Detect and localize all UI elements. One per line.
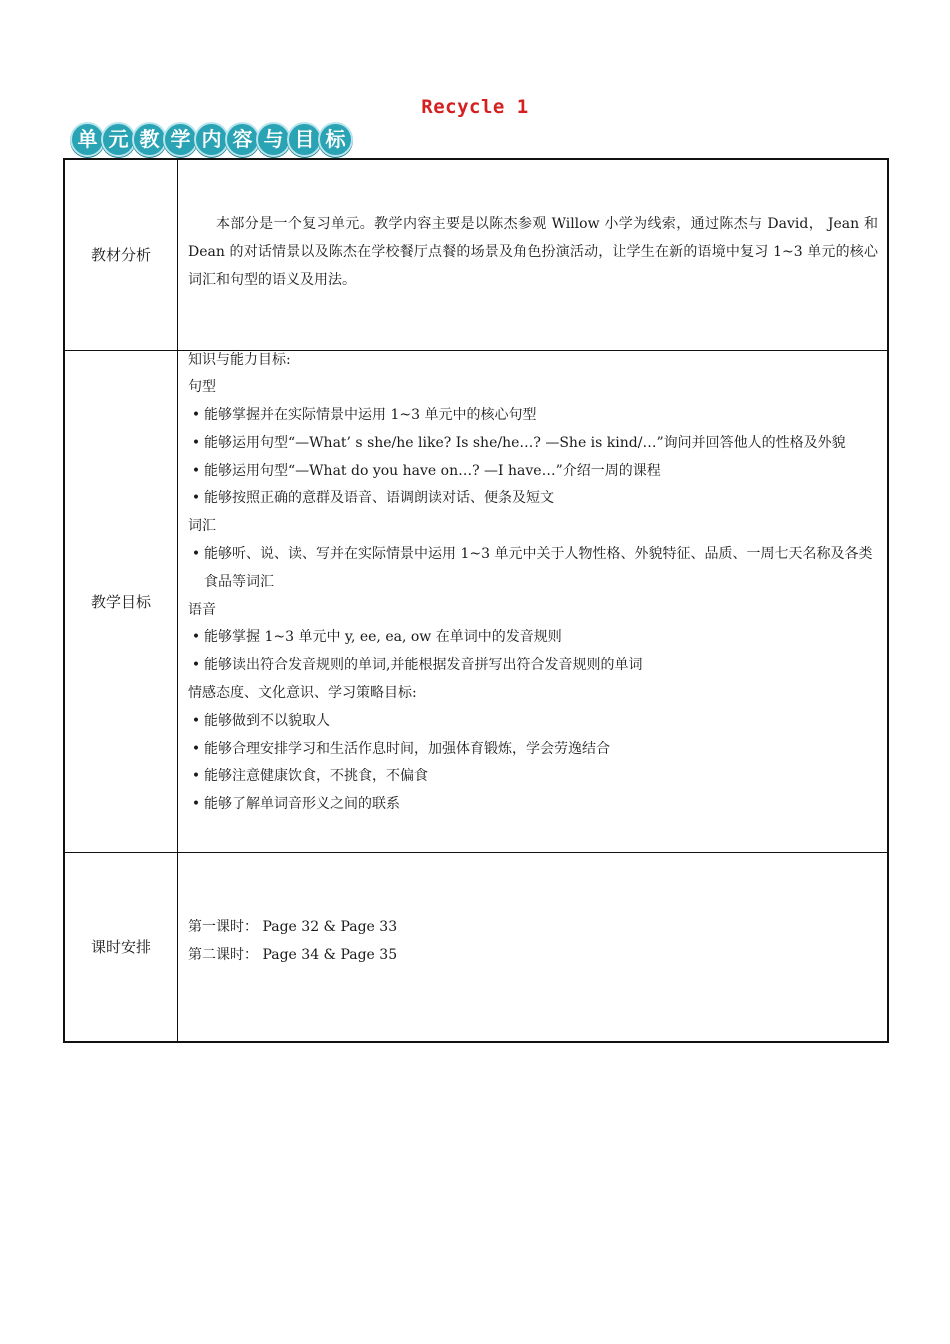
bullet-icon: • [191, 629, 201, 646]
goal-item [188, 652, 878, 680]
bullet-icon: • [191, 657, 201, 674]
analysis-text: 本部分是一个复习单元。教学内容主要是以陈杰参观 Willow 小学为线索，通过陈杰与 David， Jean 和 Dean 的对话情景以及陈杰在学校餐厅点餐的场景及角色扮演活动，让学生在新的语境中复习 1~3 单元的核心词汇和句型的语义及用法。 [188, 216, 878, 288]
goal-item-text: 能够了解单词音形义之间的联系 [204, 796, 400, 813]
bullet-icon: • [191, 546, 201, 563]
banner-char: 单 [70, 122, 105, 157]
bullet-icon: • [191, 434, 201, 451]
goal-heading: 句型 [188, 379, 216, 396]
bullet-icon: • [191, 490, 201, 507]
goal-item-text: 能够听、说、读、写并在实际情景中运用 1~3 单元中关于人物性格、外貌特征、品质、一周七天名称及各类食品等词汇 [204, 546, 873, 590]
goal-item-text: 能够运用句型“—What do you have on…? —I have…”介绍一周的课程 [204, 462, 661, 479]
goal-item-text: 能够注意健康饮食，不挑食，不偏食 [204, 768, 428, 785]
goal-heading: 语音 [188, 601, 216, 618]
banner-char: 与 [256, 122, 291, 157]
banner-char: 内 [194, 122, 229, 157]
goal-item [188, 430, 878, 458]
goal-heading: 词汇 [188, 518, 216, 535]
goal-item-text: 能够做到不以貌取人 [204, 712, 330, 729]
banner-char: 容 [225, 122, 260, 157]
row-content-schedule [178, 852, 889, 1042]
goal-item [188, 541, 878, 597]
bullet-icon: • [191, 768, 201, 785]
bullet-icon: • [191, 712, 201, 729]
row-content-analysis [178, 159, 889, 350]
row-label-goals: 教学目标 [64, 350, 178, 852]
bullet-icon: • [191, 740, 201, 757]
goal-item-text: 能够合理安排学习和生活作息时间，加强体育锻炼，学会劳逸结合 [204, 740, 610, 757]
goal-item-text: 能够按照正确的意群及语音、语调朗读对话、便条及短文 [204, 490, 554, 507]
bullet-icon: • [191, 796, 201, 813]
row-content-goals [178, 350, 889, 852]
schedule-list [188, 913, 878, 969]
goal-heading: 情感态度、文化意识、学习策略目标: [188, 685, 417, 702]
table-row-schedule [64, 852, 888, 1042]
goal-item [188, 763, 878, 791]
schedule-line: 第一课时： Page 32 & Page 33 [188, 918, 398, 935]
goal-item [188, 458, 878, 486]
goal-item [188, 708, 878, 736]
banner-char: 学 [163, 122, 198, 157]
bullet-icon: • [191, 407, 201, 424]
banner-char: 标 [318, 122, 353, 157]
goal-item [188, 624, 878, 652]
goals-list [188, 347, 878, 820]
row-label-analysis: 教材分析 [64, 159, 178, 350]
table-row-analysis [64, 159, 888, 350]
banner-char: 元 [101, 122, 136, 157]
goal-item [188, 736, 878, 764]
banner-char: 教 [132, 122, 167, 157]
schedule-line: 第二课时： Page 34 & Page 35 [188, 946, 398, 963]
goal-heading: 知识与能力目标: [188, 351, 291, 368]
goal-item-text: 能够运用句型“—What’ s she/he like? Is she/he…? —She is kind/…”询问并回答他人的性格及外貌 [204, 434, 846, 451]
goal-item-text: 能够读出符合发音规则的单词,并能根据发音拼写出符合发音规则的单词 [204, 657, 643, 674]
page-title: Recycle 1 [421, 96, 529, 118]
bullet-icon: • [191, 462, 201, 479]
section-banner [70, 122, 349, 156]
banner-char: 目 [287, 122, 322, 157]
goal-item-text: 能够掌握 1~3 单元中 y, ee, ea, ow 在单词中的发音规则 [204, 629, 562, 646]
goal-item [188, 402, 878, 430]
goal-item [188, 791, 878, 819]
table-row-goals [64, 350, 888, 852]
lesson-plan-table [63, 158, 889, 1043]
row-label-schedule: 课时安排 [64, 852, 178, 1042]
goal-item-text: 能够掌握并在实际情景中运用 1~3 单元中的核心句型 [204, 407, 537, 424]
goal-item [188, 485, 878, 513]
